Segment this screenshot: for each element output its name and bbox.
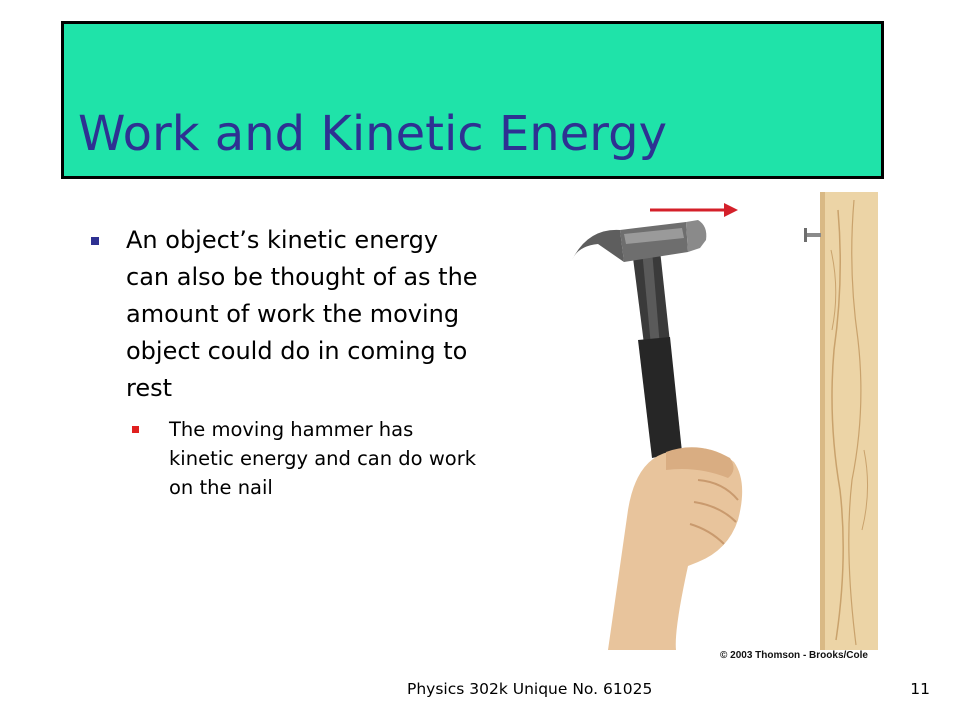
hammer-illustration	[548, 190, 888, 660]
slide-title: Work and Kinetic Energy	[78, 106, 667, 162]
motion-arrow-icon	[650, 203, 738, 217]
hammer-icon	[572, 220, 706, 458]
bullet-item	[88, 222, 478, 407]
nail-icon	[804, 228, 821, 242]
slide-footer: Physics 302k Unique No. 61025	[407, 680, 653, 698]
bullet-text: An object’s kinetic energy can also be thought of as the amount of work the moving object could do in coming to rest	[126, 226, 478, 402]
sub-bullet-marker	[132, 426, 139, 433]
wood-board-icon	[820, 192, 878, 650]
title-box	[61, 21, 884, 179]
bullet-list	[88, 222, 478, 502]
bullet-marker	[91, 237, 99, 245]
image-credit: © 2003 Thomson - Brooks/Cole	[720, 650, 868, 661]
page-number: 11	[910, 680, 930, 698]
sub-bullet-item	[126, 415, 478, 502]
hand-icon	[608, 447, 742, 650]
sub-bullet-text: The moving hammer has kinetic energy and can do work on the nail	[169, 418, 477, 499]
